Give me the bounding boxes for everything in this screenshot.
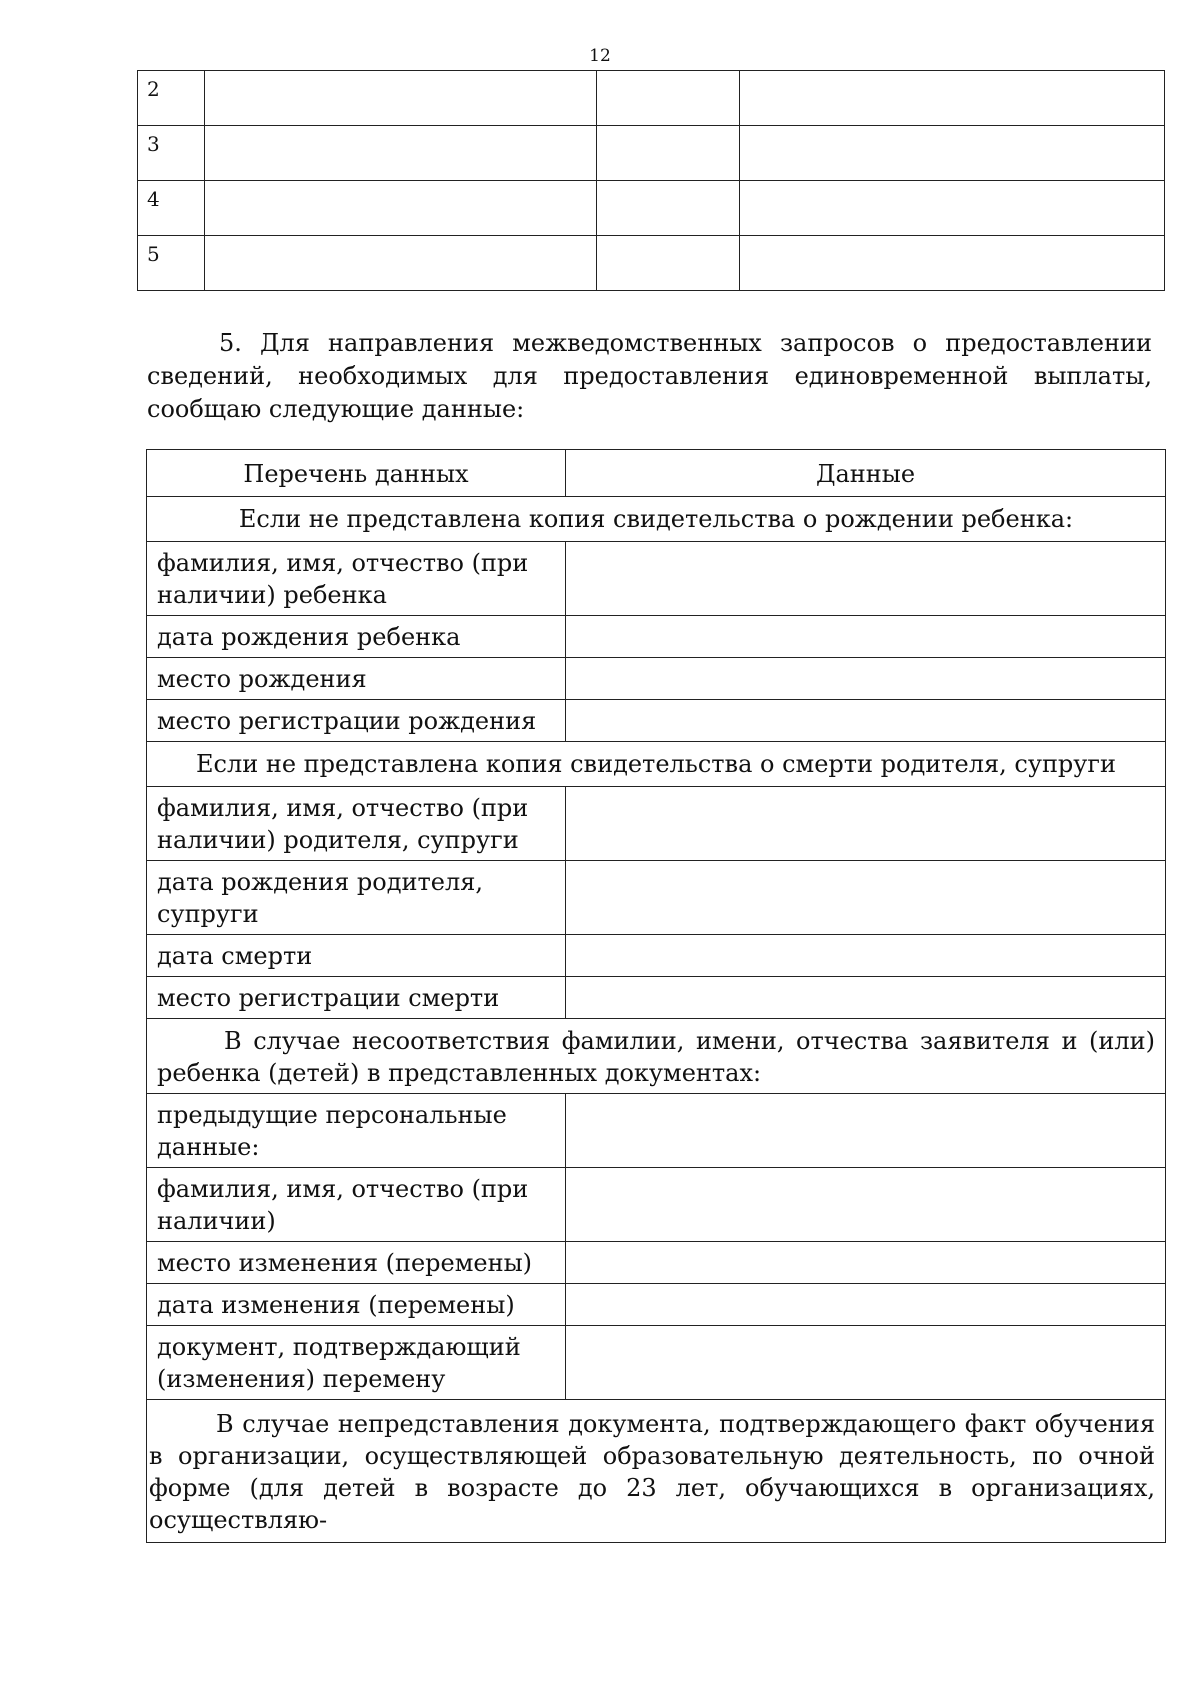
table-row [147,1326,1166,1400]
table-row [147,787,1166,861]
table-row [147,861,1166,935]
table-cell[interactable] [740,71,1165,126]
field-value[interactable] [566,1284,1166,1326]
field-label: место регистрации рождения [147,700,566,742]
table-cell[interactable] [205,236,597,291]
field-label: дата рождения ребенка [147,616,566,658]
section-row [147,742,1166,787]
section-row [147,1400,1166,1543]
table-row [138,126,1165,181]
field-value[interactable] [566,1094,1166,1168]
field-label: дата рождения родителя, супруги [147,861,566,935]
field-value[interactable] [566,935,1166,977]
field-value[interactable] [566,861,1166,935]
intro-paragraph: 5. Для направления межведомственных запросов о предоставлении сведений, необходимых для предоставления единовременной выплаты, сообщаю следующие данные: [147,329,1152,423]
table-row [147,1242,1166,1284]
table-cell[interactable] [740,126,1165,181]
section-row [147,497,1166,542]
table-row [147,977,1166,1019]
field-value[interactable] [566,1242,1166,1284]
section-title-death: Если не представлена копия свидетельства о смерти родителя, супруги [147,742,1166,787]
field-label: место рождения [147,658,566,700]
field-value[interactable] [566,658,1166,700]
table-cell[interactable] [740,181,1165,236]
page-number: 12 [589,46,611,66]
table-cell[interactable] [597,126,740,181]
field-value[interactable] [566,1326,1166,1400]
column-header-data: Данные [566,450,1166,497]
field-label: место регистрации смерти [147,977,566,1019]
numbered-table [137,70,1165,291]
row-number: 5 [138,236,205,291]
field-label: фамилия, имя, отчество (при наличии) ребенка [147,542,566,616]
table-row [147,616,1166,658]
table-row [138,71,1165,126]
table-row [147,1284,1166,1326]
table-row [147,542,1166,616]
row-number: 2 [138,71,205,126]
table-row [138,181,1165,236]
table-cell[interactable] [597,236,740,291]
column-header-list: Перечень данных [147,450,566,497]
field-label: дата смерти [147,935,566,977]
table-row [147,1094,1166,1168]
data-table [146,449,1166,1543]
section-row [147,1019,1166,1094]
table-row [147,935,1166,977]
field-value[interactable] [566,700,1166,742]
table-cell[interactable] [740,236,1165,291]
table-row [138,236,1165,291]
field-value[interactable] [566,787,1166,861]
table-cell[interactable] [597,71,740,126]
field-value[interactable] [566,542,1166,616]
field-value[interactable] [566,616,1166,658]
table-cell[interactable] [205,126,597,181]
table-cell[interactable] [205,181,597,236]
table-row [147,700,1166,742]
field-value[interactable] [566,977,1166,1019]
table-cell[interactable] [597,181,740,236]
section-title-education: В случае непредставления документа, подтверждающего факт обучения в организации, осуществляющей образовательную деятельность, по очной форме (для детей в возрасте до 23 лет, обучающихся в организациях, осуществляю- [147,1400,1166,1543]
table-header-row [147,450,1166,497]
table-row [147,658,1166,700]
field-label: фамилия, имя, отчество (при наличии) родителя, супруги [147,787,566,861]
field-label: дата изменения (перемены) [147,1284,566,1326]
table-row [147,1168,1166,1242]
field-label: место изменения (перемены) [147,1242,566,1284]
field-label: документ, подтверждающий (изменения) перемену [147,1326,566,1400]
field-value[interactable] [566,1168,1166,1242]
table-cell[interactable] [205,71,597,126]
section-title-mismatch: В случае несоответствия фамилии, имени, отчества заявителя и (или) ребенка (детей) в представленных документах: [147,1019,1166,1094]
row-number: 4 [138,181,205,236]
field-label: предыдущие персональные данные: [147,1094,566,1168]
section-title-birth: Если не представлена копия свидетельства о рождении ребенка: [147,497,1166,542]
field-label: фамилия, имя, отчество (при наличии) [147,1168,566,1242]
row-number: 3 [138,126,205,181]
